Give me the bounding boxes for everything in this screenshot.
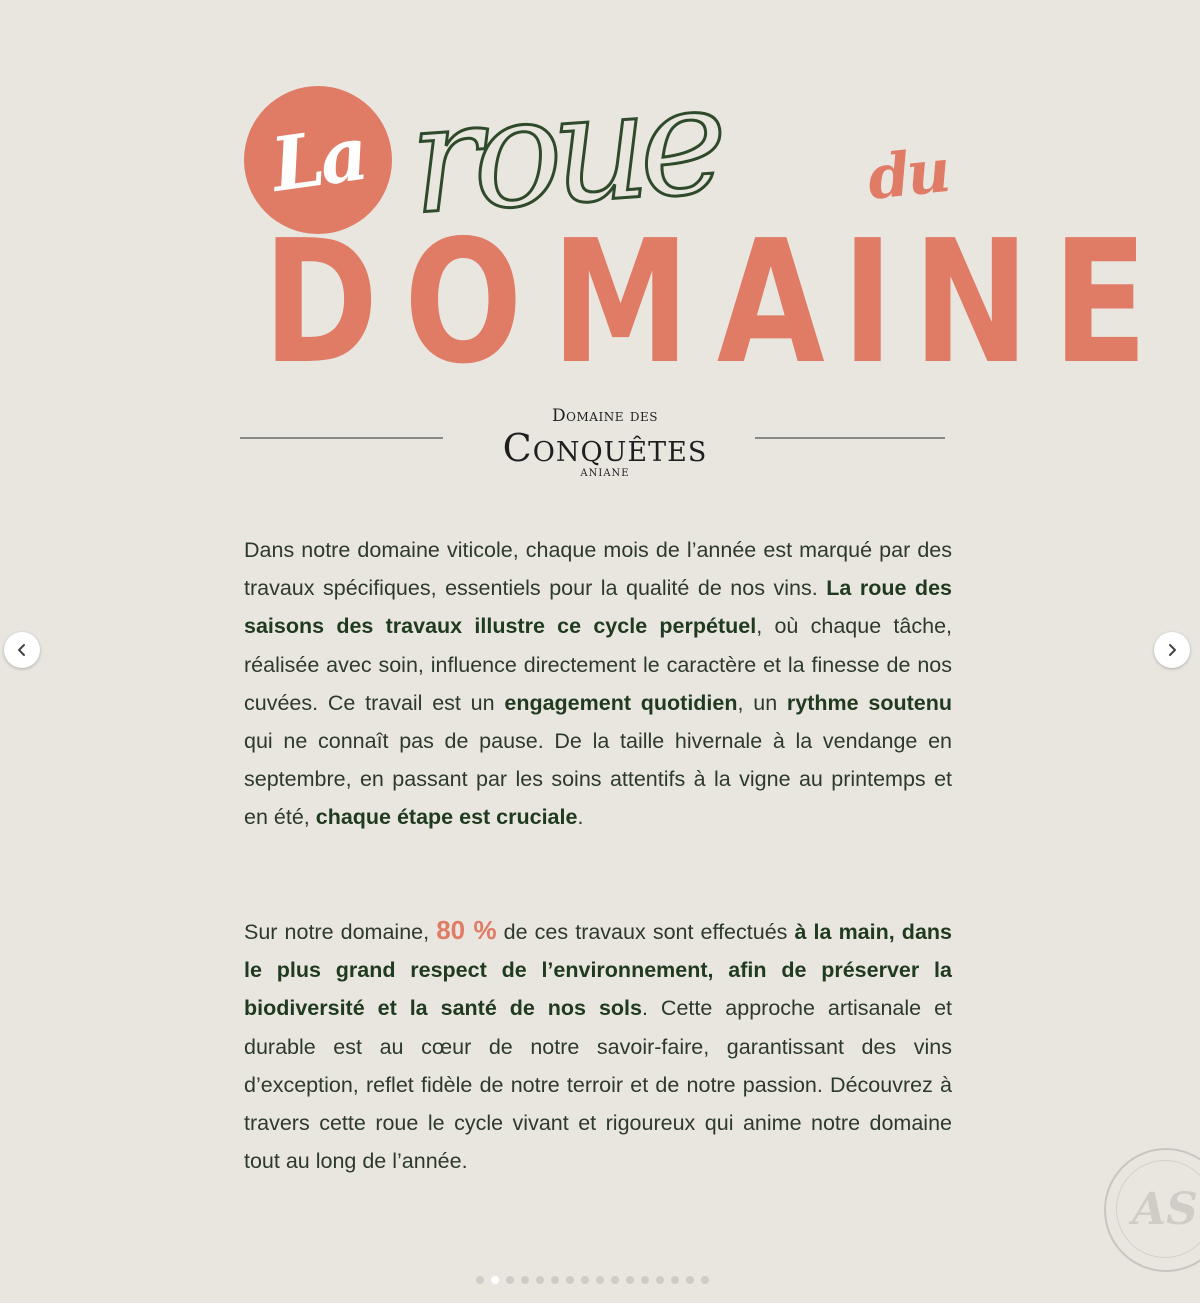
chevron-left-icon — [14, 642, 30, 658]
domaine-letter: A — [716, 204, 825, 402]
divider-left — [240, 437, 443, 439]
percent-highlight: 80 % — [436, 915, 497, 945]
bold-segment: La roue des saisons des travaux illustre ce cycle perpétuel — [244, 576, 952, 639]
watermark-stamp — [1104, 1148, 1200, 1272]
logo-line-3: ANIANE — [580, 468, 630, 479]
carousel-dot[interactable] — [686, 1276, 694, 1284]
title-la: La — [266, 111, 370, 209]
carousel-dot[interactable] — [536, 1276, 544, 1284]
logo-line-1: Domaine des — [552, 406, 658, 426]
domaine-letter: E — [1052, 204, 1148, 402]
domaine-letter: N — [912, 204, 1030, 402]
intro-paragraph — [244, 531, 952, 837]
carousel-dot[interactable] — [521, 1276, 529, 1284]
text-segment: Dans notre domaine viticole, chaque mois de l’année est marqué par des travaux spécifiques, essentiels pour la qualité de nos vins. — [244, 538, 952, 601]
text-segment: Sur notre domaine, — [244, 920, 437, 944]
text-segment: qui ne connaît pas de pause. De la taille hivernale à la vendange en septembre, en passant par les soins attentifs à la vigne au printemps et en été, — [244, 729, 952, 830]
carousel-dot[interactable] — [701, 1276, 709, 1284]
title-roue: roue — [404, 53, 724, 249]
carousel-dot[interactable] — [551, 1276, 559, 1284]
domaine-letter: I — [842, 204, 894, 402]
carousel-dot[interactable] — [671, 1276, 679, 1284]
bold-segment: à la main, dans le plus grand respect de l’environnement, afin de préserver la biodiversité et la santé de nos sols — [244, 920, 952, 1021]
title-domaine — [250, 204, 1148, 402]
divider-right — [755, 437, 945, 439]
carousel-dot[interactable] — [491, 1276, 499, 1284]
details-paragraph — [244, 911, 952, 1180]
previous-slide-button[interactable] — [4, 632, 40, 668]
bold-segment: rythme soutenu — [786, 690, 952, 715]
bold-segment: chaque étape est cruciale — [315, 805, 578, 830]
chevron-right-icon — [1164, 642, 1180, 658]
domaine-letter: M — [550, 204, 690, 402]
carousel-dot[interactable] — [581, 1276, 589, 1284]
domaine-logo — [460, 406, 750, 479]
text-segment: de ces travaux sont effectués — [496, 920, 795, 944]
logo-line-2: Conquêtes — [502, 426, 708, 470]
title-du: du — [864, 136, 952, 214]
carousel-dot[interactable] — [596, 1276, 604, 1284]
text-segment: , où chaque tâche, réalisée avec soin, influence directement le caractère et la finesse de nos cuvées. Ce travail est un — [244, 614, 952, 715]
carousel-dot[interactable] — [611, 1276, 619, 1284]
watermark-monogram: AS — [1116, 1160, 1200, 1258]
text-segment: , un — [737, 690, 787, 715]
carousel-dot[interactable] — [506, 1276, 514, 1284]
carousel-dot[interactable] — [641, 1276, 649, 1284]
carousel-dot[interactable] — [626, 1276, 634, 1284]
domaine-letter: O — [404, 204, 523, 402]
bold-segment: engagement quotidien — [504, 690, 738, 715]
carousel-dots — [476, 1276, 709, 1284]
carousel-dot[interactable] — [476, 1276, 484, 1284]
carousel-dot[interactable] — [566, 1276, 574, 1284]
text-segment: . — [577, 805, 584, 830]
domaine-letter: D — [262, 204, 379, 402]
text-segment: . Cette approche artisanale et durable est au cœur de notre savoir-faire, garantissant des vins d’exception, reflet fidèle de notre terroir et de notre passion. Découvrez à travers cette roue le cycle vivant et rigoureux qui anime notre domaine tout au long de l’année. — [244, 996, 953, 1174]
carousel-dot[interactable] — [656, 1276, 664, 1284]
next-slide-button[interactable] — [1154, 632, 1190, 668]
